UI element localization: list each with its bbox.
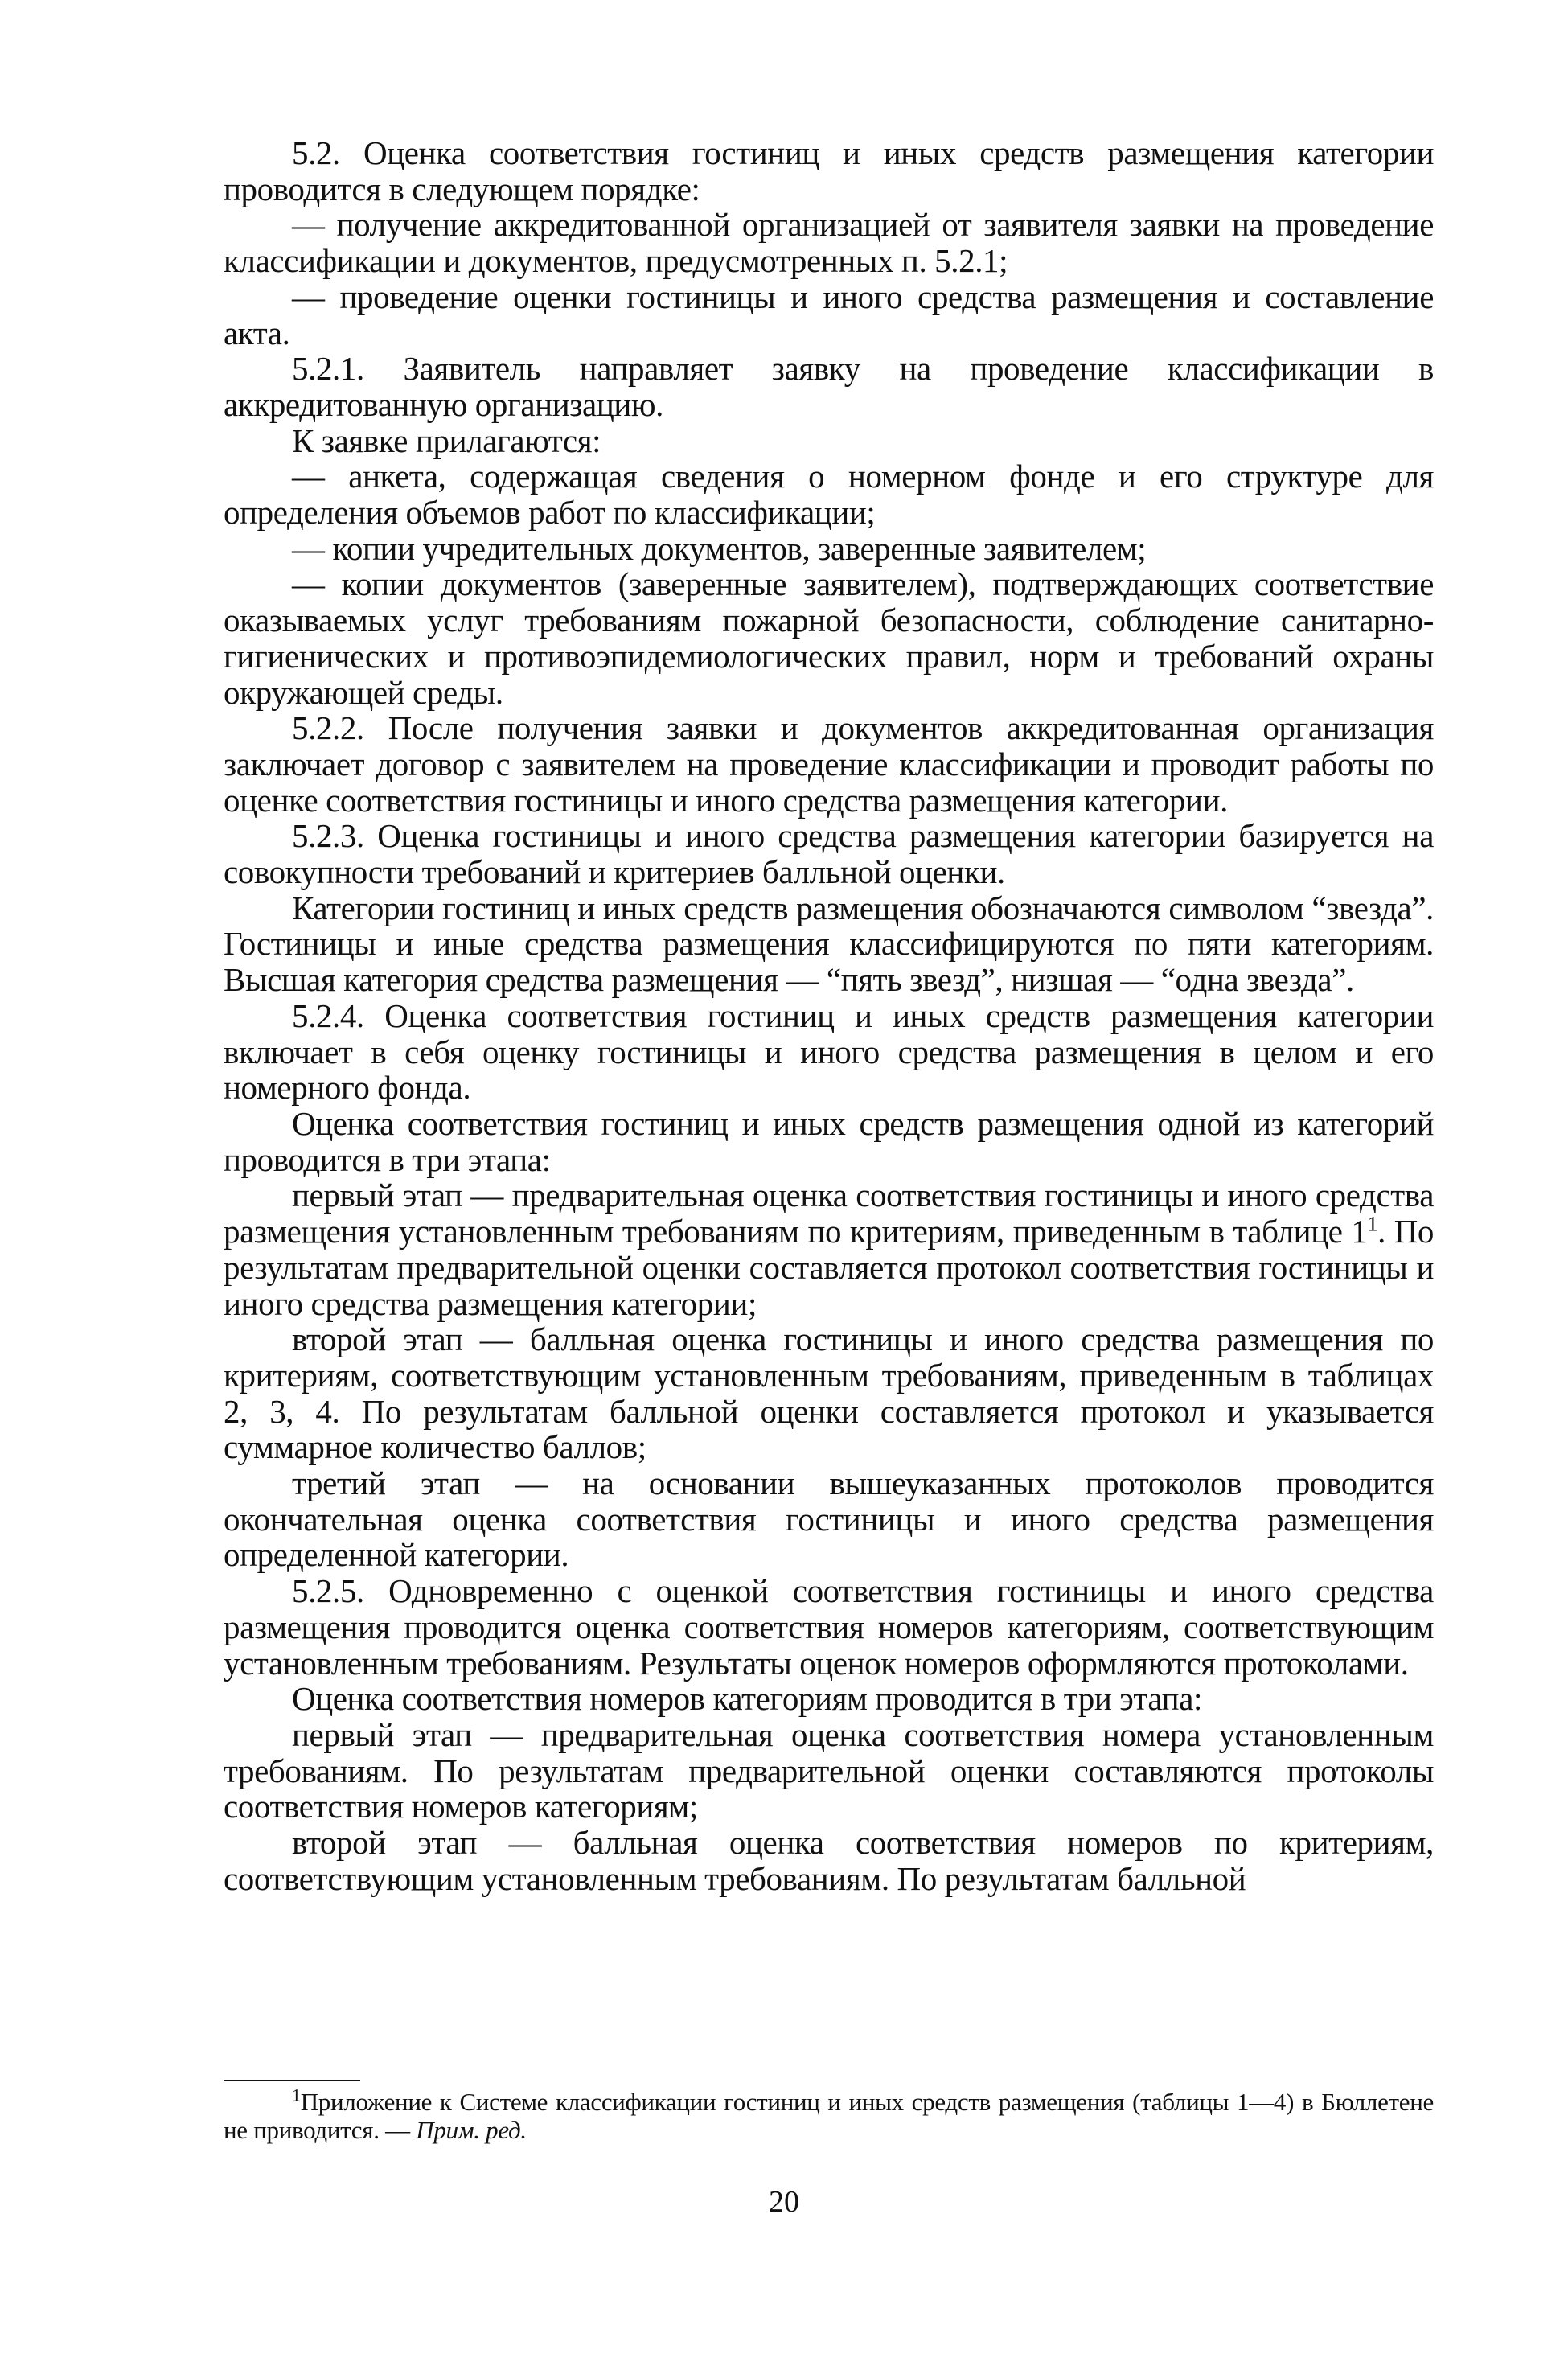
paragraph: второй этап — балльная оценка гостиницы и иного средства размещения по критериям, соответствующим установленным требованиям, приведенным в таблицах 2, 3, 4. По результатам балльной оценки составляется протокол и указывается суммарное количество баллов; bbox=[224, 1320, 1434, 1466]
footnote-reference: 1 bbox=[1367, 1212, 1378, 1236]
editor-note: Прим. ред. bbox=[416, 2116, 527, 2144]
paragraph: Оценка соответствия гостиниц и иных средств размещения одной из категорий проводится в три этапа: bbox=[224, 1104, 1434, 1178]
paragraph: 5.2.4. Оценка соответствия гостиниц и иных средств размещения категории включает в себя оценку гостиницы и иного средства размещения в целом и его номерного фонда. bbox=[224, 996, 1434, 1107]
footnote-text bbox=[224, 2084, 1434, 2144]
paragraph: — анкета, содержащая сведения о номерном фонде и его структуре для определения объемов работ по классификации; bbox=[224, 458, 1434, 532]
paragraph-text: . По результатам предварительной оценки составляется протокол соответствия гостиницы и иного средства размещения категории; bbox=[224, 1213, 1435, 1322]
paragraph: третий этап — на основании вышеуказанных протоколов проводится окончательная оценка соответствия гостиницы и иного средства размещения определенной категории. bbox=[224, 1464, 1434, 1574]
paragraph: — копии учредительных документов, заверенные заявителем; bbox=[292, 529, 1147, 567]
main-text bbox=[224, 135, 1434, 1896]
paragraph: второй этап — балльная оценка соответствия номеров по критериям, соответствующим установленным требованиям. По результатам балльной bbox=[224, 1824, 1434, 1897]
footnote-separator bbox=[224, 2080, 360, 2081]
paragraph: К заявке прилагаются: bbox=[292, 421, 601, 459]
page-number: 20 bbox=[769, 2185, 799, 2219]
paragraph: 5.2.2. После получения заявки и документов аккредитованная организация заключает договор с заявителем на проведение классификации и проводит работы по оценке соответствия гостиницы и иного средства размещения категории. bbox=[224, 709, 1434, 819]
paragraph: — проведение оценки гостиницы и иного средства размещения и составление акта. bbox=[224, 277, 1434, 351]
footnote-body: Приложение к Системе классификации гостиниц и иных средств размещения (таблицы 1—4) в Бюллетене не приводится. — bbox=[224, 2088, 1434, 2144]
footnote bbox=[224, 2084, 1434, 2144]
paragraph: — получение аккредитованной организацией от заявителя заявки на проведение классификации и документов, предусмотренных п. 5.2.1; bbox=[224, 206, 1434, 280]
paragraph: Категории гостиниц и иных средств размещения обозначаются символом “звезда”. Гостиницы и иные средства размещения классифицируются по пяти категориям. Высшая категория средства размещения — “пять звезд”, низшая — “одна звезда”. bbox=[224, 889, 1434, 999]
paragraph-text: первый этап — предварительная оценка соответствия гостиницы и иного средства размещения установленным требованиям по критериям, приведенным в таблице 1 bbox=[224, 1177, 1434, 1251]
paragraph: первый этап — предварительная оценка соответствия номера установленным требованиям. По результатам предварительной оценки составляются протоколы соответствия номеров категориям; bbox=[224, 1715, 1434, 1826]
paragraph: 5.2.5. Одновременно с оценкой соответствия гостиницы и иного средства размещения проводится оценка соответствия номеров категориям, соответствующим установленным требованиям. Результаты оценок номеров оформляются протоколами. bbox=[224, 1572, 1434, 1682]
paragraph: 5.2.1. Заявитель направляет заявку на проведение классификации в аккредитованную организацию. bbox=[224, 350, 1434, 423]
paragraph: 5.2. Оценка соответствия гостиниц и иных средств размещения категории проводится в следующем порядке: bbox=[224, 134, 1434, 207]
paragraph: Оценка соответствия номеров категориям проводится в три этапа: bbox=[292, 1680, 1203, 1718]
paragraph-stage-one bbox=[224, 1177, 1434, 1321]
paragraph: 5.2.3. Оценка гостиницы и иного средства размещения категории базируется на совокупности требований и критериев балльной оценки. bbox=[224, 817, 1434, 891]
footnote-mark: 1 bbox=[292, 2084, 301, 2105]
paragraph: — копии документов (заверенные заявителем), подтверждающих соответствие оказываемых услуг требованиям пожарной безопасности, соблюдение санитарно-гигиенических и противоэпидемиологических правил, норм и требований охраны окружающей среды. bbox=[224, 565, 1434, 711]
